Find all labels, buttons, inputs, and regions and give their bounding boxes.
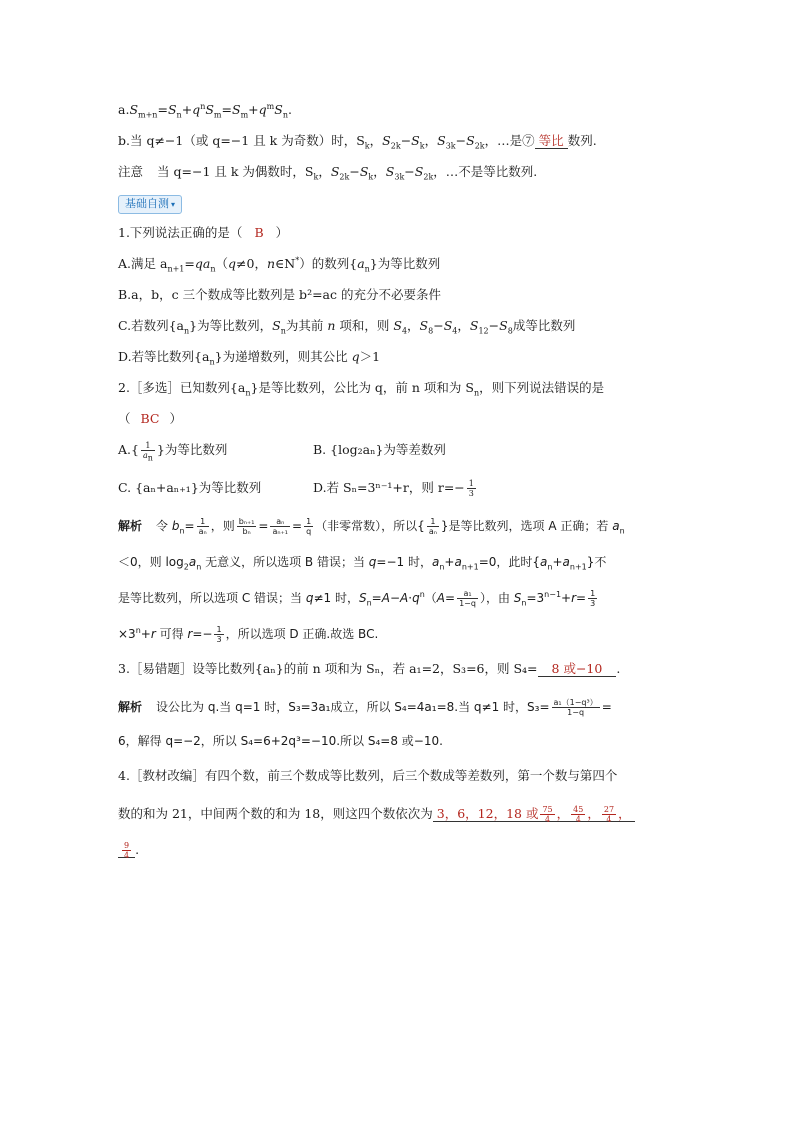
answer-4-continued	[118, 842, 135, 858]
answer-4-fraction: $\frac{9}{4}$	[124, 841, 130, 860]
explanation-2: 解析 令 $b_n=$ $\frac{1}{\text{aₙ}}$ ，则 $\frac{\text{bₙ₊₁}}{\text{bₙ}}$ = $\frac{\text{aₙ}}{\text{aₙ₊₁}}$ = $\frac{1}{q}$ （非零常数），所以{ $\frac{1}{\text{aₙ}}$ }是等比数列，选项 A 正确；若 $a_n$ ＜0，则 $\log_2a_n$ 无意义，所以选项 B 错误；当 q=−1 时，$a_n+a_{n+1}=0$，此时$\{a_n+a_{n+1}\}$不 是等比数列，所以选项 C 错误；当 q≠1 时，$S_n=A-A\cdot q^n(A=$ $\frac{\text{a₁}}{1-q}$ ），由 $S_n=3^{n-1}+r=$ $\frac{1}{3}$ $\times 3^n+r$ 可得 r=− $\frac{1}{3}$ ，所以选项 D 正确.故选 BC.	[118, 517, 625, 644]
explanation-3: 解析 设公比为 q.当 q=1 时，S₃=3a₁成立，所以 S₄=4a₁=8.当 q≠1 时，S₃= $\frac{\text{a₁（1−q³）}}{1-q}$ = 6，解得 q=−2，所以 S₄=6+2q³=−10.所以 S₄=8 或−10.	[118, 698, 612, 748]
question-1-option-c: C.若数列$\{a_n\}$为等比数列，$S_n$为其前 n 项和，则 $S_4$，$S_8-S_4$，$S_{12}-S_8$成等比数列	[118, 318, 576, 336]
formula-line-a: $a.S_{m+n}=S_n+q^nS_m=S_m+q^mS_n$.	[118, 101, 292, 120]
question-4-stem-2: 数的和为 21，中间两个数的和为 18，则这四个数依次为 3，6，12，18 或 $\frac{75}{4}$ ， $\frac{45}{4}$ ， $\frac{27}{4}$ ，	[118, 804, 678, 824]
question-2-options-cd	[118, 478, 678, 498]
question-4-stem-1: 4.［教材改编］有四个数，前三个数成等比数列，后三个数成等差数列，第一个数与第四个	[118, 768, 618, 783]
question-1-option-a: A.满足 $a_{n+1}=qa_n(q\ne 0$，n∈N*）的数列$\{a_n\}$为等比数列	[118, 255, 441, 274]
answer-3: 8 或−10	[538, 661, 617, 677]
question-2-option-d: D.若 Sₙ=3ⁿ⁻¹+r，则 r=− $\frac{1}{3}$	[313, 479, 474, 498]
answer-1: B	[254, 225, 264, 240]
question-4-continuation: $\frac{9}{4}$ .	[118, 840, 678, 860]
question-1-stem: 1.下列说法正确的是（ B ）	[118, 225, 289, 240]
answer-4: 3，6，12，18 或 $\frac{75}{4}$ ， $\frac{45}{4}$ ， $\frac{27}{4}$ ，	[433, 806, 635, 822]
section-badge: 基础自测 ▾	[118, 195, 182, 214]
question-2-option-c: C. {aₙ+aₙ₊₁}为等比数列	[118, 480, 262, 495]
note-line: 注意 当 q=−1 且 k 为偶数时，$S_k$，$S_{2k}-S_k$，$S_{3k}-S_{2k}$，…不是等比数列.	[118, 164, 538, 182]
section-header	[118, 193, 678, 214]
question-2-stem: 2.［多选］已知数列$\{a_n\}$是等比数列，公比为 q，前 n 项和为 $S_n$，则下列说法错误的是	[118, 380, 605, 398]
question-1-option-b: B.a，b，c 三个数成等比数列是 b²=ac 的充分不必要条件	[118, 287, 441, 302]
chevron-down-icon: ▾	[171, 200, 176, 209]
answer-4-fraction: $\frac{27}{4}$	[603, 805, 615, 824]
question-2-option-a: A.{ $\frac{1}{a_n}$ }为等比数列	[118, 441, 228, 463]
question-2-answer: （ BC ）	[118, 411, 183, 426]
blank-answer-7: 等比	[535, 133, 568, 149]
question-2-option-b: B. {log₂aₙ}为等差数列	[313, 442, 446, 457]
answer-4-fraction: $\frac{75}{4}$	[542, 805, 553, 824]
note-label: 注意	[118, 164, 144, 179]
formula-line-b: b.当 q≠−1（或 q=−1 且 k 为奇数）时，$S_k$，$S_{2k}-S_k$，$S_{3k}-S_{2k}$，…是⑦ 等比 数列.	[118, 133, 597, 151]
question-3-stem: 3.［易错题］设等比数列{aₙ}的前 n 项和为 Sₙ，若 a₁=2，S₃=6，则 S₄= 8 或−10 .	[118, 661, 621, 676]
document-body	[118, 100, 678, 871]
answer-2: BC	[140, 411, 160, 426]
answer-4-fraction: $\frac{45}{4}$	[573, 805, 584, 824]
question-1-option-d: D.若等比数列$\{a_n\}$为递增数列，则其公比 q＞1	[118, 349, 381, 367]
question-2-options-ab	[118, 440, 678, 463]
